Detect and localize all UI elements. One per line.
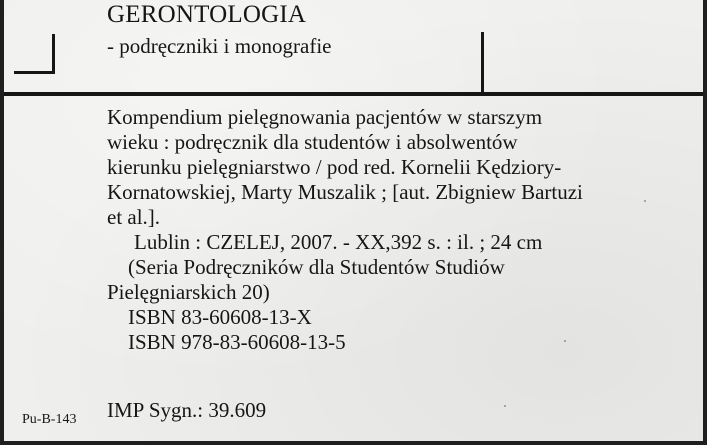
call-number: IMP Sygn.: 39.609 xyxy=(107,398,267,422)
subject-heading: GERONTOLOGIA xyxy=(107,1,307,28)
catalog-card xyxy=(4,0,703,441)
paper-speck xyxy=(644,200,646,202)
isbn-line: ISBN 83-60608-13-X xyxy=(128,305,312,329)
shelf-mark: Pu-B-143 xyxy=(22,412,77,427)
corner-mark-vertical xyxy=(52,34,55,74)
subject-subheading: - podręczniki i monografie xyxy=(107,34,332,58)
corner-mark-horizontal xyxy=(14,71,55,74)
divider-horizontal xyxy=(4,92,703,96)
imprint-line: Lublin : CZELEJ, 2007. - XX,392 s. : il. ; 24 cm xyxy=(134,230,543,254)
isbn-line: ISBN 978-83-60608-13-5 xyxy=(128,330,346,354)
series-line: (Seria Podręczników dla Studentów Studiów xyxy=(128,255,505,279)
title-line: et al.]. xyxy=(107,205,161,229)
bibliographic-record xyxy=(107,105,692,355)
series-line: Pielęgniarskich 20) xyxy=(107,280,270,304)
divider-vertical xyxy=(481,32,484,92)
title-line: Kornatowskiej, Marty Muszalik ; [aut. Zbigniew Bartuzi xyxy=(107,180,583,204)
title-line: kierunku pielęgniarstwo / pod red. Kornelii Kędziory- xyxy=(107,155,562,179)
title-line: Kompendium pielęgnowania pacjentów w starszym xyxy=(107,105,543,129)
paper-speck xyxy=(564,340,566,342)
paper-speck xyxy=(504,405,506,407)
title-line: wieku : podręcznik dla studentów i absolwentów xyxy=(107,130,518,154)
